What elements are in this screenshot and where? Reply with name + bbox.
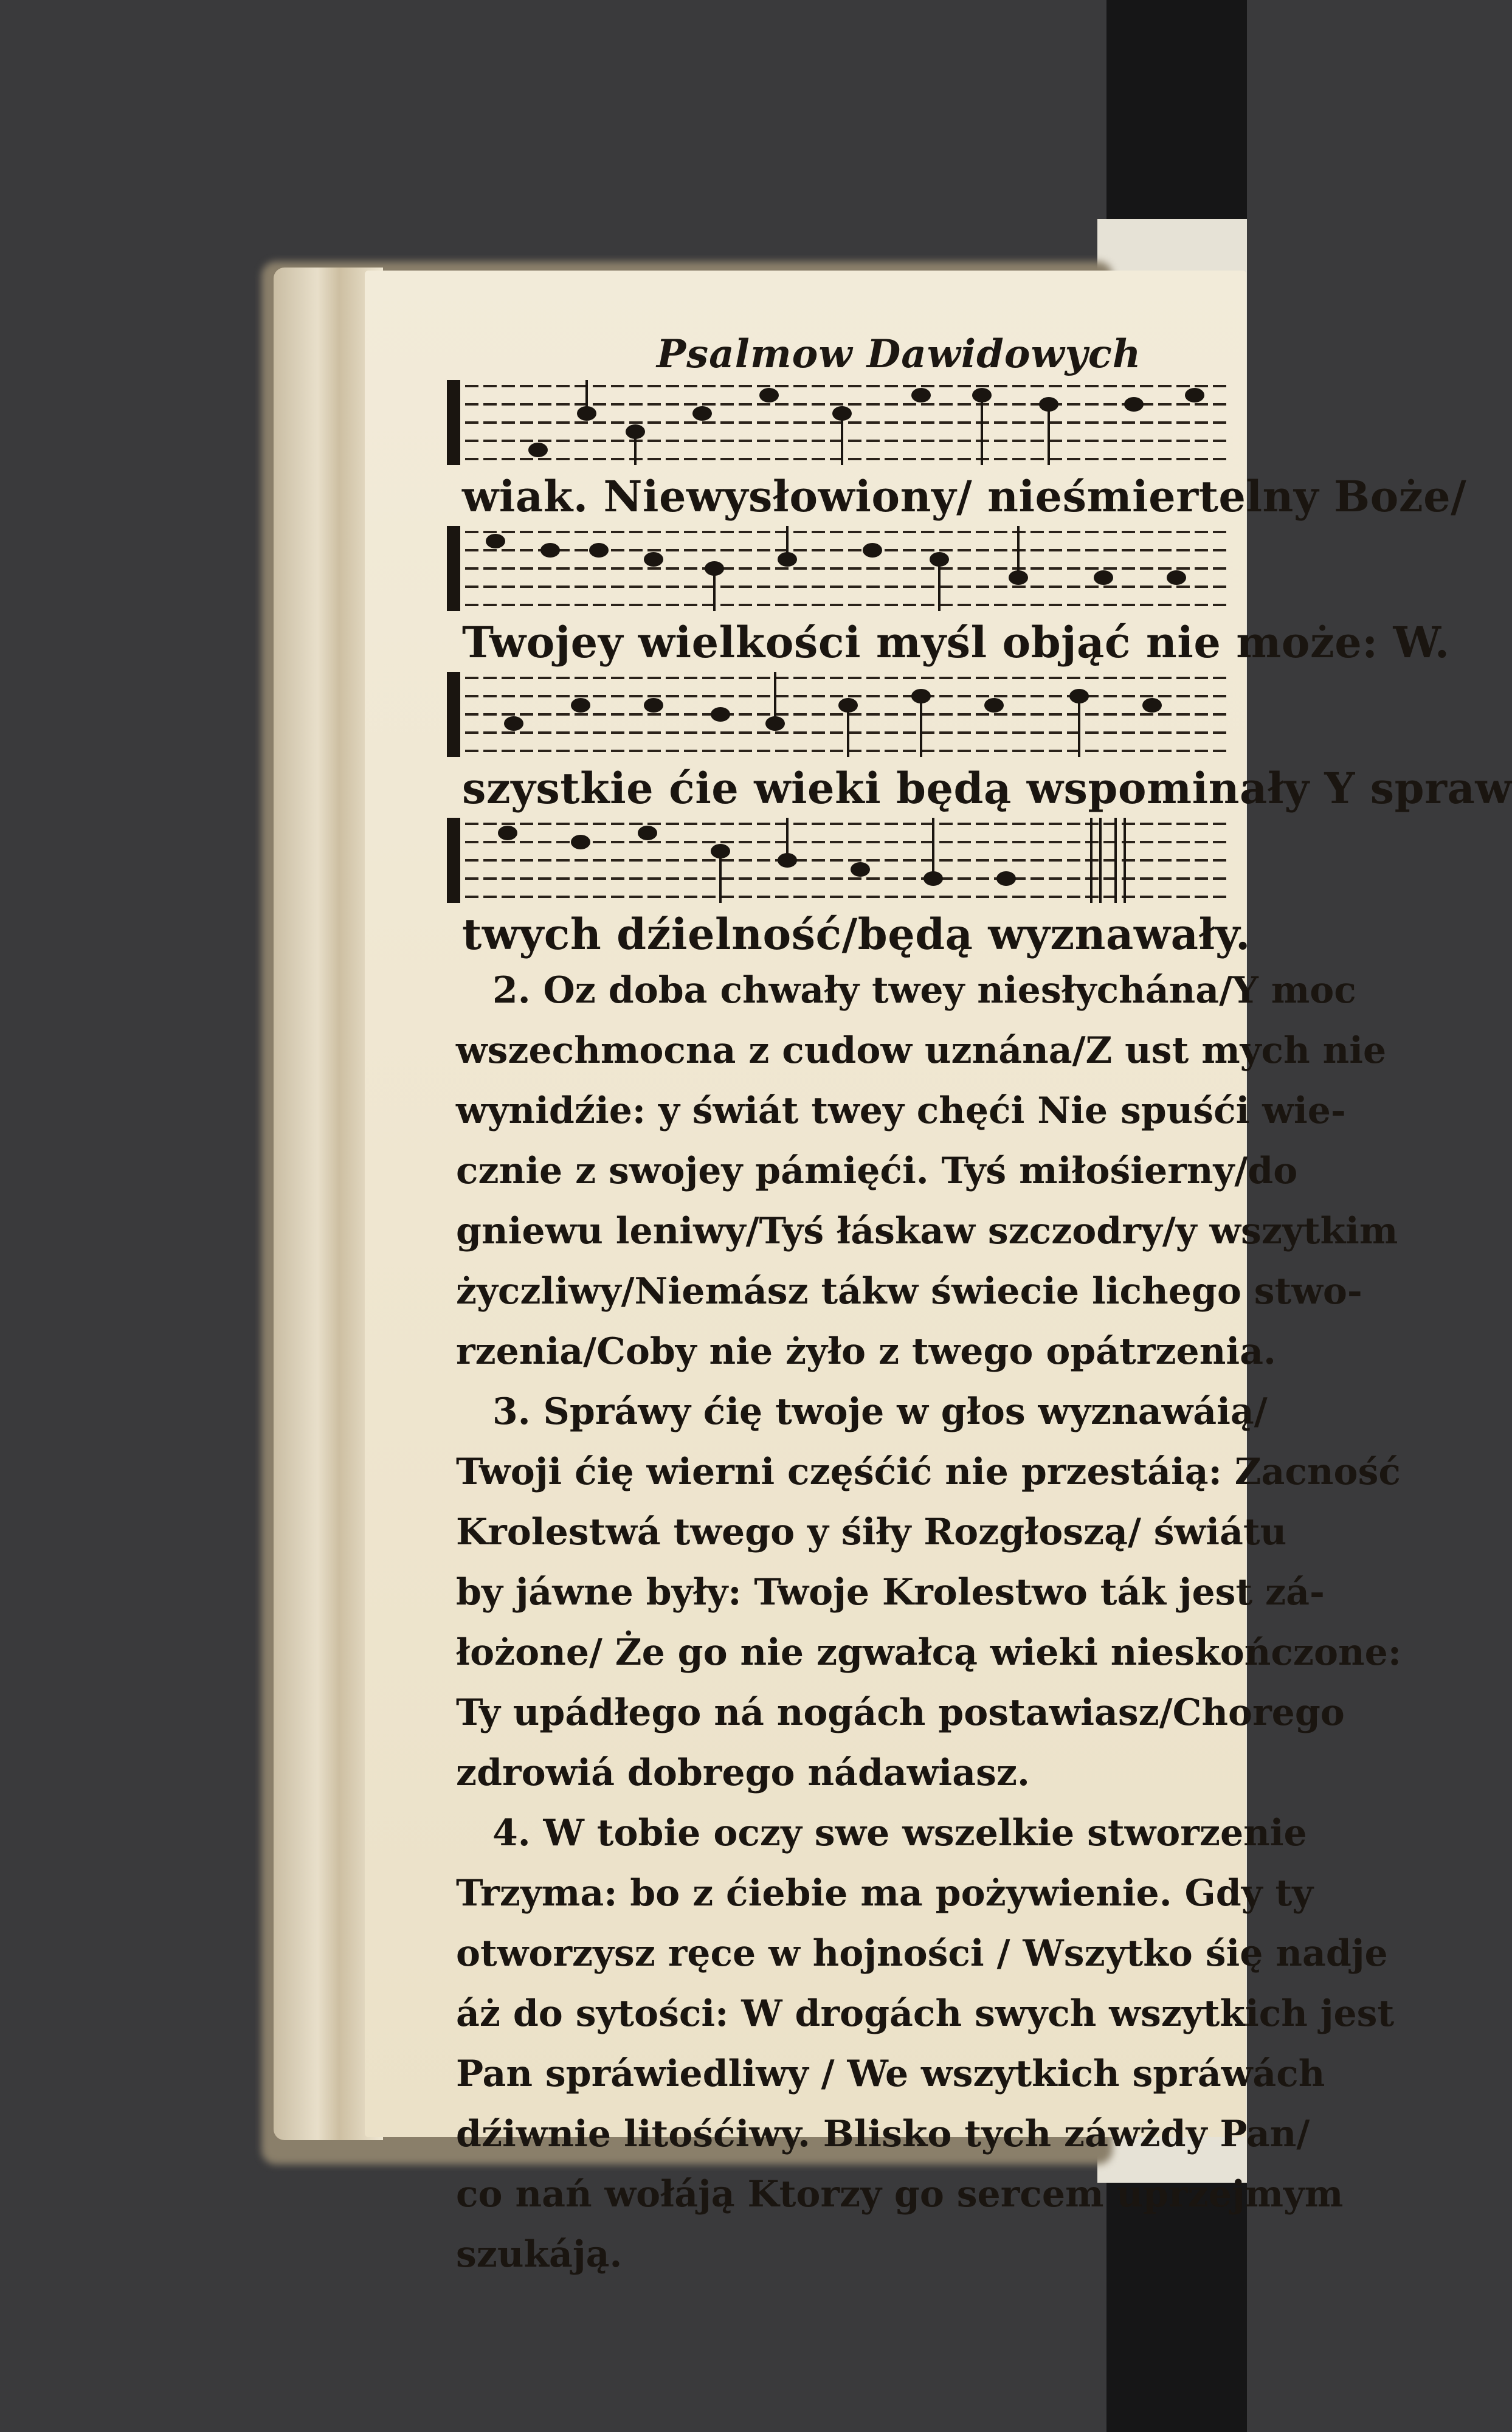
text-line: 4. W tobie oczy swe wszelkie stworzenie — [492, 1812, 1307, 1854]
text-line: rzenia/Coby nie żyło z twego opátrzenia. — [456, 1330, 1276, 1373]
staff-lyric-line: szystkie ćie wieki będą wspominały Y spraw — [462, 763, 1512, 814]
text-line: gniewu leniwy/Tyś łáskaw szczodry/y wszytkim — [456, 1210, 1398, 1252]
music-staff — [447, 520, 1231, 617]
verse-text — [456, 961, 1401, 2285]
text-line: cznie z swojey pámięći. Tyś miłośierny/do — [456, 1150, 1298, 1192]
text-line: otworzysz ręce w hojności / Wszytko śię nadje — [456, 1932, 1388, 1975]
text-line: Ty upádłego ná nogách postawiasz/Chorego — [456, 1691, 1345, 1734]
text-line: wszechmocna z cudow uznána/Z ust mych nie — [456, 1029, 1387, 1072]
staff-lyric-line: wiak. Niewysłowiony/ nieśmiertelny Boże/ — [462, 471, 1467, 522]
text-line: Trzyma: bo z ćiebie ma pożywienie. Gdy ty — [456, 1872, 1314, 1915]
music-staff — [447, 812, 1231, 909]
text-line: 2. Oz doba chwały twey niesłychána/Y moc — [492, 969, 1356, 1012]
text-line: 3. Spráwy ćię twoje w głos wyznawáią/ — [492, 1390, 1268, 1433]
text-line: łożone/ Że go nie zgwałcą wieki nieskończone: — [456, 1631, 1401, 1674]
text-line: życzliwy/Niemász tákw świeciе lichego stwo- — [456, 1270, 1362, 1313]
text-line: wynidźie: y świát twey chęći Nie spuśći wie- — [456, 1090, 1346, 1132]
text-line: Pan spráwiedliwy / We wszytkich spráwách — [456, 2053, 1325, 2095]
text-line: Krolestwá twego y śiły Rozgłoszą/ świátu — [456, 1511, 1287, 1553]
music-staff — [447, 666, 1231, 763]
staff-lyric-line: Twojey wielkości myśl objąć nie może: W. — [462, 617, 1450, 668]
music-staff — [447, 374, 1231, 471]
text-line: Twoji ćię wierni częśćić nie przestáią: Zacność — [456, 1451, 1401, 1493]
text-line: szukáją. — [456, 2233, 623, 2276]
staff-lyric-line: twych dźielność/będą wyznawały. — [462, 909, 1251, 959]
text-line: co nań wołáją Ktorzy go sercem uprzejmym — [456, 2173, 1344, 2216]
text-line: dźiwnie litośćiwy. Blisko tych záwżdy Pan/ — [456, 2113, 1310, 2155]
text-line: by jáwne były: Twoje Krolestwo ták jest zá- — [456, 1571, 1325, 1614]
text-line: zdrowiá dobrego nádawiasz. — [456, 1752, 1030, 1794]
text-line: áż do sytości: W drogách swych wszytkich jest — [456, 1992, 1395, 2035]
running-header: Psalmow Dawidowych — [657, 331, 1142, 377]
